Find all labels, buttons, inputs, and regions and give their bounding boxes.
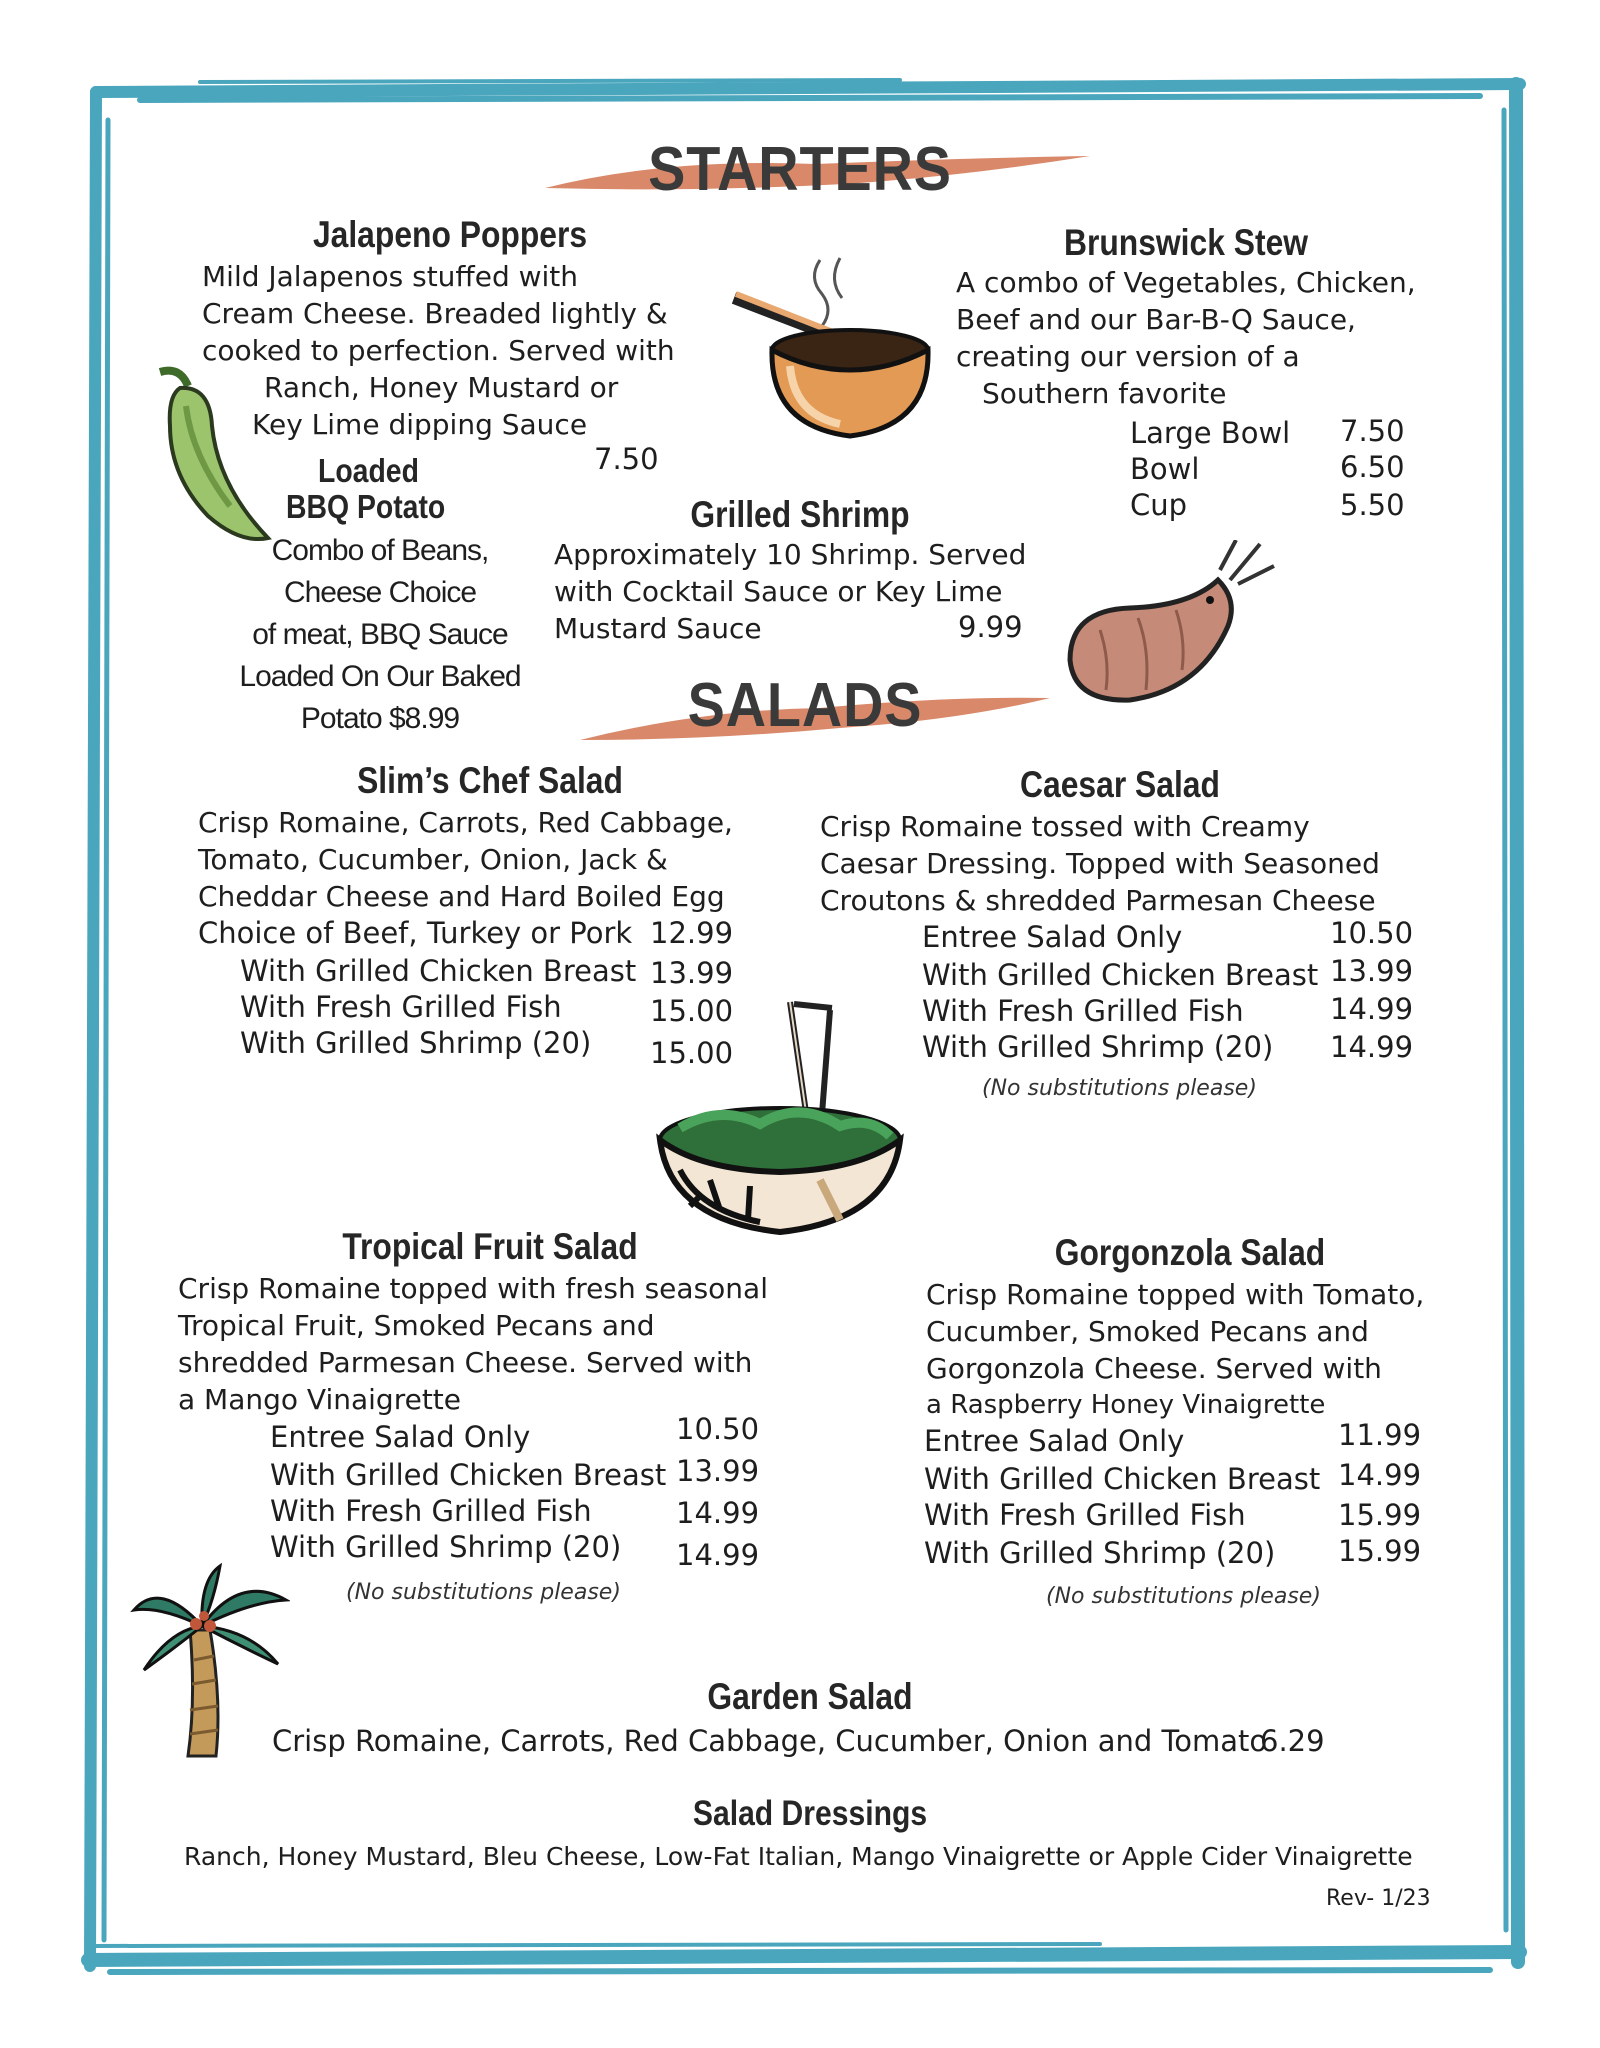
chef-option-price: 13.99 [650, 956, 734, 990]
shrimp-line: with Cocktail Sauce or Key Lime [554, 575, 1003, 608]
potato-line: Potato $8.99 [300, 702, 460, 735]
tropical-description [178, 1270, 768, 1418]
stew-size-label: Bowl [1130, 452, 1200, 486]
salad-bowl-icon [640, 1000, 920, 1260]
caesar-option-price: 14.99 [1330, 992, 1414, 1026]
gorgonzola-option-label: Entree Salad Only [924, 1424, 1185, 1458]
chef-option-label: With Grilled Shrimp (20) [240, 1026, 592, 1060]
jalapeno-line: Ranch, Honey Mustard or [264, 371, 619, 404]
garden-description: Crisp Romaine, Carrots, Red Cabbage, Cucumber, Onion and Tomato [272, 1724, 1268, 1758]
tropical-option-price: 10.50 [676, 1412, 760, 1446]
tropical-option-label: With Grilled Chicken Breast [270, 1458, 667, 1492]
tropical-line: shredded Parmesan Cheese. Served with [178, 1346, 753, 1379]
stew-description [956, 264, 1416, 412]
jalapeno-line: Mild Jalapenos stuffed with [202, 260, 579, 293]
caesar-option-label: With Grilled Chicken Breast [922, 958, 1319, 992]
tropical-line: Tropical Fruit, Smoked Pecans and [178, 1309, 655, 1342]
chef-option-price: 15.00 [650, 994, 734, 1028]
gorgonzola-option-label: With Grilled Chicken Breast [924, 1462, 1321, 1496]
stew-line: Beef and our Bar-B-Q Sauce, [956, 303, 1356, 336]
tropical-option-price: 14.99 [676, 1538, 760, 1572]
gorgonzola-line: Cucumber, Smoked Pecans and [926, 1315, 1369, 1348]
jalapeno-price: 7.50 [594, 442, 659, 476]
gorgonzola-line: a Raspberry Honey Vinaigrette [926, 1390, 1326, 1420]
tropical-option-label: With Grilled Shrimp (20) [270, 1530, 622, 1564]
caesar-option-price: 14.99 [1330, 1030, 1414, 1064]
gorgonzola-option-price: 15.99 [1338, 1498, 1422, 1532]
jalapeno-line: cooked to perfection. Served with [202, 334, 675, 367]
caesar-option-price: 13.99 [1330, 954, 1414, 988]
tropical-title: Tropical Fruit Salad [342, 1226, 638, 1267]
jalapeno-pepper-icon [140, 366, 280, 556]
jalapeno-title: Jalapeno Poppers [312, 214, 588, 255]
shrimp-icon [1060, 540, 1280, 710]
shrimp-price: 9.99 [958, 610, 1023, 644]
chef-line: Crisp Romaine, Carrots, Red Cabbage, [198, 806, 733, 839]
chef-option-price: 15.00 [650, 1036, 734, 1070]
revision-label: Rev- 1/23 [1326, 1886, 1431, 1911]
chef-option-price: 12.99 [650, 916, 734, 950]
garden-title: Garden Salad [707, 1676, 913, 1717]
stew-line: A combo of Vegetables, Chicken, [956, 266, 1416, 299]
stew-size-label: Large Bowl [1130, 416, 1291, 450]
stew-size-price: 7.50 [1340, 414, 1405, 448]
stew-size-price: 6.50 [1340, 450, 1405, 484]
shrimp-line: Mustard Sauce [554, 612, 762, 645]
chef-option-label: Choice of Beef, Turkey or Pork [198, 916, 633, 950]
caesar-option-price: 10.50 [1330, 916, 1414, 950]
caesar-no-substitutions: (No substitutions please) [982, 1076, 1257, 1101]
chef-title: Slim’s Chef Salad [357, 760, 623, 801]
caesar-title: Caesar Salad [1020, 764, 1220, 805]
chef-option-label: With Grilled Chicken Breast [240, 954, 637, 988]
caesar-option-label: With Grilled Shrimp (20) [922, 1030, 1274, 1064]
chef-description [198, 804, 733, 915]
gorgonzola-line: Crisp Romaine topped with Tomato, [926, 1278, 1425, 1311]
tropical-option-label: Entree Salad Only [270, 1420, 531, 1454]
gorgonzola-no-substitutions: (No substitutions please) [1046, 1584, 1321, 1609]
tropical-line: Crisp Romaine topped with fresh seasonal [178, 1272, 768, 1305]
jalapeno-line: Key Lime dipping Sauce [252, 408, 588, 441]
chef-option-label: With Fresh Grilled Fish [240, 990, 562, 1024]
gorgonzola-title: Gorgonzola Salad [1054, 1232, 1326, 1273]
gorgonzola-option-price: 11.99 [1338, 1418, 1422, 1452]
palm-tree-icon [130, 1560, 290, 1760]
stew-size-price: 5.50 [1340, 488, 1405, 522]
gorgonzola-option-price: 14.99 [1338, 1458, 1422, 1492]
caesar-description [820, 808, 1380, 919]
potato-line: of meat, BBQ Sauce [252, 618, 508, 651]
jalapeno-line: Cream Cheese. Breaded lightly & [202, 297, 668, 330]
tropical-option-label: With Fresh Grilled Fish [270, 1494, 592, 1528]
dressings-title: Salad Dressings [692, 1794, 928, 1833]
shrimp-title: Grilled Shrimp [690, 494, 910, 535]
potato-title-line1: Loaded [318, 452, 419, 489]
stew-size-label: Cup [1130, 488, 1188, 522]
tropical-option-price: 14.99 [676, 1496, 760, 1530]
tropical-no-substitutions: (No substitutions please) [346, 1580, 621, 1605]
gorgonzola-description [926, 1276, 1424, 1424]
caesar-line: Caesar Dressing. Topped with Seasoned [820, 847, 1380, 880]
caesar-line: Croutons & shredded Parmesan Cheese [820, 884, 1376, 917]
stew-line: Southern favorite [982, 377, 1227, 410]
potato-line: Combo of Beans, [271, 534, 489, 567]
gorgonzola-option-label: With Grilled Shrimp (20) [924, 1536, 1276, 1570]
caesar-line: Crisp Romaine tossed with Creamy [820, 810, 1310, 843]
shrimp-line: Approximately 10 Shrimp. Served [554, 538, 1027, 571]
shrimp-description [554, 536, 1026, 647]
caesar-option-label: With Fresh Grilled Fish [922, 994, 1244, 1028]
potato-line: Cheese Choice [283, 576, 477, 609]
gorgonzola-option-label: With Fresh Grilled Fish [924, 1498, 1246, 1532]
starters-heading: STARTERS [648, 135, 952, 204]
tropical-line: a Mango Vinaigrette [178, 1383, 462, 1416]
salads-heading: SALADS [687, 671, 923, 740]
caesar-option-label: Entree Salad Only [922, 920, 1183, 954]
stew-line: creating our version of a [956, 340, 1300, 373]
soup-pot-icon [730, 254, 950, 450]
potato-line: Loaded On Our Baked [239, 660, 521, 693]
chef-line: Cheddar Cheese and Hard Boiled Egg [198, 880, 725, 913]
tropical-option-price: 13.99 [676, 1454, 760, 1488]
gorgonzola-option-price: 15.99 [1338, 1534, 1422, 1568]
potato-description [220, 530, 540, 740]
chef-line: Tomato, Cucumber, Onion, Jack & [198, 843, 668, 876]
potato-title-line2: BBQ Potato [286, 488, 446, 525]
stew-title: Brunswick Stew [1064, 222, 1309, 263]
gorgonzola-line: Gorgonzola Cheese. Served with [926, 1352, 1382, 1385]
garden-price: 6.29 [1260, 1724, 1325, 1758]
dressings-list: Ranch, Honey Mustard, Bleu Cheese, Low-Fat Italian, Mango Vinaigrette or Apple Cider Vinaigrette [184, 1842, 1413, 1871]
